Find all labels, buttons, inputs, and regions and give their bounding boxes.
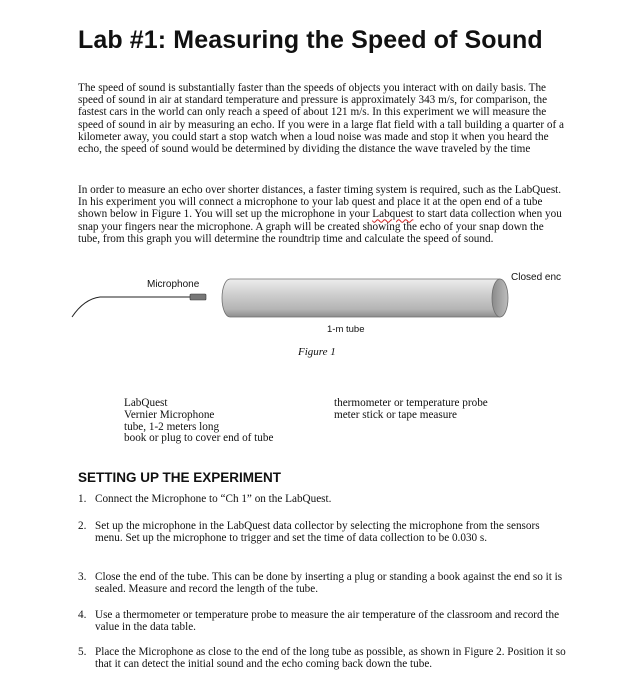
setup-step-3 — [78, 571, 568, 595]
microphone-icon — [190, 294, 206, 300]
list-item: LabQuest — [124, 397, 168, 409]
figure-caption: Figure 1 — [298, 346, 336, 358]
step-number: 1. — [78, 493, 87, 505]
intro-paragraph-2-start: In order to measure an echo over shorter distances, a faster timing system is required, such as the LabQuest. In his experiment you will connect a microphone to your lab quest and place it at the open end of a tube shown below in Figure 1. You will set up the microphone in your — [78, 184, 562, 221]
intro-paragraph-2-end: to start data collection when you snap your fingers near the microphone. A graph will be created showing the echo of your snap down the tube, from this graph you will determine the roundtrip time and calculate the speed of sound. — [78, 208, 562, 245]
tube-length-label: 1-m tube — [327, 324, 365, 335]
materials-list-left — [124, 398, 273, 445]
tube-body — [222, 279, 500, 317]
list-item: book or plug to cover end of tube — [124, 432, 274, 445]
list-item: Vernier Microphone — [124, 408, 215, 421]
step-number: 2. — [78, 520, 87, 532]
setup-step-2 — [78, 520, 568, 544]
microphone-label: Microphone — [147, 279, 200, 290]
materials-list-right — [334, 398, 488, 422]
intro-paragraph-1: The speed of sound is substantially faster than the speeds of objects you interact with on daily basis. The speed of sound in air at standard temperature and pressure is approximately 343 m/s, for comparison, the fastest cars in the world can only reach a speed of about 121 m/s. In this experiment we will measure the speed of sound in air by measuring an echo. If you were in a large flat field with a tall building a quarter of a kilometer away, you could start a stop watch when a loud noise was made and stop it when you heard the echo, the speed of sound would be determined by dividing the distance the wave traveled by the time — [78, 82, 564, 156]
setup-step-5 — [78, 646, 568, 670]
step-number: 4. — [78, 609, 87, 621]
setup-step-1 — [78, 493, 568, 505]
step-text: Place the Microphone as close to the end of the long tube as possible, as shown in Figure 2. Position it so that it can detect the initial sound and the echo coming back down the tube. — [95, 646, 566, 671]
step-number: 3. — [78, 571, 87, 583]
list-item: tube, 1-2 meters long — [124, 420, 220, 433]
closed-end-label: Closed enc — [511, 272, 562, 283]
list-item: thermometer or temperature probe — [334, 397, 488, 409]
step-text: Use a thermometer or temperature probe to measure the air temperature of the classroom and record the value in the data table. — [95, 609, 560, 634]
step-text: Set up the microphone in the LabQuest data collector by selecting the microphone from the sensors menu. Set up the microphone to trigger and set the time of data collection to be 0.030 s. — [95, 520, 540, 545]
list-item: meter stick or tape measure — [334, 408, 458, 421]
spellcheck-word: Labquest — [372, 208, 414, 221]
intro-paragraph-2 — [78, 184, 568, 245]
step-number: 5. — [78, 646, 87, 658]
tube-closed-end — [492, 279, 508, 317]
setup-step-4 — [78, 609, 568, 633]
microphone-cable — [72, 297, 190, 317]
step-text: Close the end of the tube. This can be done by inserting a plug or standing a book against the end so it is sealed. Measure and record the length of the tube. — [95, 571, 563, 596]
tube-diagram — [0, 272, 642, 332]
section-heading: SETTING UP THE EXPERIMENT — [78, 470, 282, 485]
page-title: Lab #1: Measuring the Speed of Sound — [78, 26, 543, 54]
step-text: Connect the Microphone to “Ch 1” on the LabQuest. — [95, 493, 332, 505]
